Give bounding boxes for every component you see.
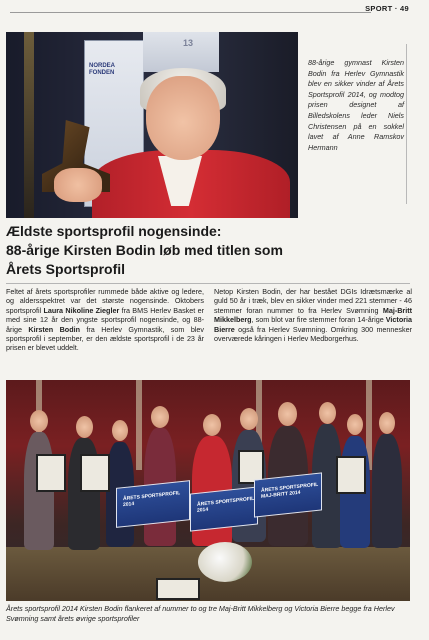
prize-board-text: ÅRETS SPORTSPROFIL MAJ-BRITT 2014 bbox=[261, 481, 319, 500]
prize-board-text: ÅRETS SPORTSPROFIL 2014 bbox=[123, 490, 181, 509]
section-name: SPORT bbox=[365, 4, 393, 13]
page-number: 49 bbox=[400, 4, 409, 13]
person-head bbox=[76, 416, 93, 438]
prize-board bbox=[116, 480, 190, 528]
headline-line-2: 88-årige Kirsten Bodin løb med titlen som bbox=[6, 242, 283, 258]
person-head bbox=[379, 412, 395, 434]
framed-certificate bbox=[80, 454, 110, 492]
sponsor-banner-2-text: 13 bbox=[183, 38, 194, 48]
sponsor-banner-2 bbox=[143, 32, 219, 72]
person-head bbox=[151, 406, 169, 428]
headline-line-3: Årets Sportsprofil bbox=[6, 261, 126, 277]
framed-certificate bbox=[336, 456, 366, 494]
headline-line-1: Ældste sportsprofil nogensinde: bbox=[6, 223, 222, 239]
top-caption-box bbox=[300, 44, 407, 204]
header-rule bbox=[10, 12, 371, 13]
prize-board bbox=[190, 486, 258, 531]
person-head bbox=[112, 420, 128, 441]
person-head bbox=[30, 410, 48, 432]
hand bbox=[54, 168, 102, 202]
person bbox=[372, 434, 402, 548]
article-left-text-3: fra Herlev Gymnastik, som blev sportsprofil i september, er den ældste sportsprofil i de 23 år prisen er blevet uddelt. bbox=[6, 324, 204, 353]
bottom-caption: Årets sportsprofil 2014 Kirsten Bodin flankeret af nummer to og tre Maj-Britt Mikkelberg og Victoria Bierre begge fra Herlev Svømning samt årets øvrige sportsprofiler bbox=[6, 604, 395, 623]
person-head bbox=[347, 414, 363, 435]
top-caption: 88-årige gymnast Kirsten Bodin fra Herlev Gymnastik blev en sikker vinder af Årets Sportsprofil 2014, og modtog prisen designet af Billedskolens leder Niels Christensen på en sokkel lavet af Anne Ramskov Hermann bbox=[308, 58, 404, 152]
headline-rule bbox=[6, 283, 410, 284]
prize-board bbox=[254, 472, 322, 517]
top-photo bbox=[6, 32, 298, 218]
article-left-name-1: Laura Nikoline Ziegler bbox=[43, 305, 120, 315]
article-left-text-2: fra BMS Herlev Basket er med sine 12 år den yngste sportsprofil nogensinde, og 88-årige bbox=[6, 305, 204, 334]
person-head bbox=[203, 414, 221, 436]
article-column-left bbox=[6, 287, 204, 353]
article-column-right bbox=[214, 287, 412, 343]
sponsor-banner-text: NORDEA FONDEN bbox=[89, 63, 116, 76]
article-right-text-3: også fra Herlev Svømning. Omkring 300 mennesker overværede kåringen i Herlev Medborgerhus. bbox=[214, 324, 412, 344]
page-header-label bbox=[365, 4, 409, 13]
face bbox=[146, 76, 220, 160]
article-right-name-1: Maj-Britt Mikkelberg bbox=[214, 305, 412, 325]
page-header bbox=[0, 0, 429, 16]
headline bbox=[6, 222, 416, 279]
person-head bbox=[319, 402, 336, 424]
group-photo bbox=[6, 380, 410, 601]
article-left-name-2: Kirsten Bodin bbox=[28, 324, 80, 334]
stage-light bbox=[24, 32, 34, 218]
article-right-text-2: , som blot var fire stemmer foran 14-årige bbox=[251, 315, 386, 325]
article-left-text-1: Feltet af årets sportsprofiler rummede både aktive og ledere, og aldersspektret var det største nogensinde. Oktobers sportsprofil bbox=[6, 287, 204, 315]
article-right-name-2: Victoria Bierre bbox=[214, 315, 412, 334]
person-head bbox=[240, 408, 258, 430]
flower-bouquet bbox=[198, 542, 252, 582]
prize-board-text: ÅRETS SPORTSPROFIL 2014 bbox=[197, 495, 255, 514]
framed-certificate bbox=[36, 454, 66, 492]
person-head bbox=[278, 402, 297, 426]
stage-light bbox=[136, 380, 142, 470]
article-right-text-1: Netop Kirsten Bodin, der har bestået DGIs Idrætsmærke al guld 50 år i træk, blev en sikker vinder med 221 stemmer - 46 stemmer foran nummer to fra Herlev Svømning bbox=[214, 287, 412, 315]
separator: · bbox=[394, 4, 398, 13]
framed-picture-on-floor bbox=[156, 578, 200, 600]
